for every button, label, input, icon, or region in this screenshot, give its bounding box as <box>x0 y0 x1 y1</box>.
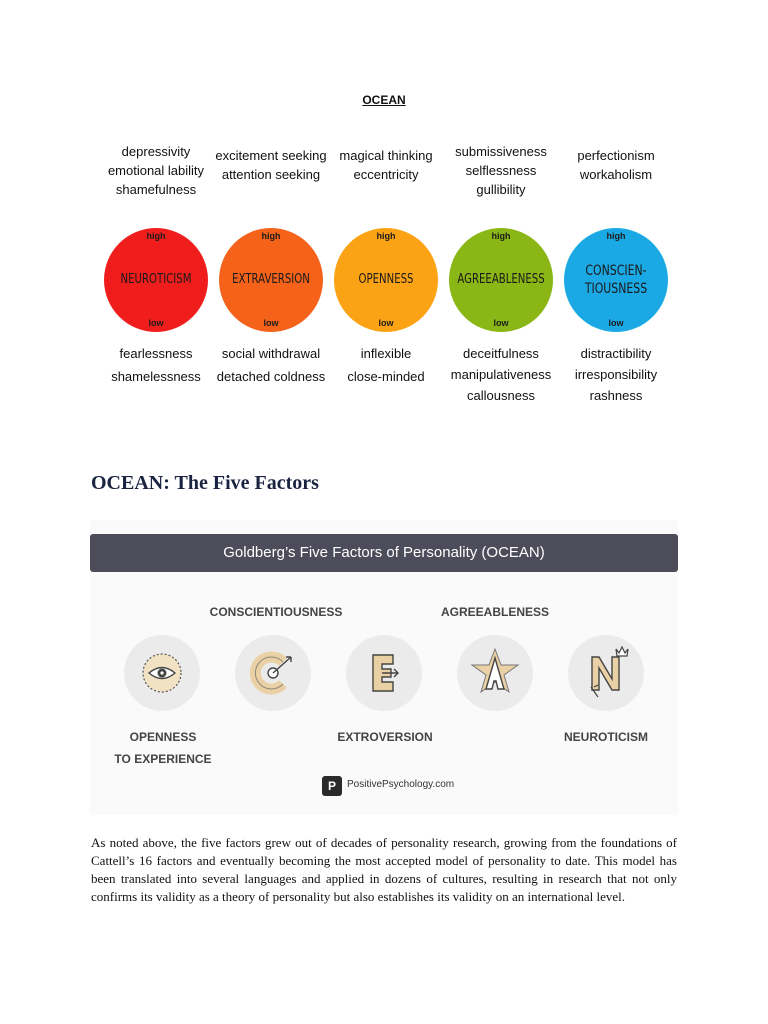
label-agreeableness: AGREEABLENESS <box>440 605 550 619</box>
trait-column <box>560 132 672 428</box>
five-factors-figure <box>90 520 678 815</box>
low-traits <box>100 346 212 392</box>
low-label: low <box>493 318 509 328</box>
label-neuroticism: NEUROTICISM <box>564 730 648 744</box>
low-trait: callousness <box>467 388 535 403</box>
low-trait: shamelessness <box>111 369 201 384</box>
letter-c-target-icon <box>235 635 311 711</box>
low-traits <box>330 346 442 392</box>
trait-column <box>215 132 327 428</box>
low-trait: fearlessness <box>119 346 193 361</box>
high-trait: emotional lability <box>107 163 205 178</box>
low-trait: irresponsibility <box>574 367 658 382</box>
high-trait: excitement seeking <box>215 148 327 163</box>
trait-circle <box>104 228 208 332</box>
brand-name: PositivePsychology.com <box>347 779 455 790</box>
high-trait: magical thinking <box>339 148 433 163</box>
high-traits <box>560 148 672 186</box>
letter-e-icon <box>346 635 422 711</box>
high-traits <box>215 148 327 186</box>
positivepsychology-logo: P <box>322 776 342 796</box>
trait-name: OPENNESS <box>358 272 414 287</box>
low-label: low <box>263 318 279 328</box>
letter-n-crown-icon <box>568 635 644 711</box>
low-trait: manipulativeness <box>450 367 552 382</box>
high-label: high <box>606 231 626 241</box>
high-trait: attention seeking <box>221 167 321 182</box>
low-trait: rashness <box>589 388 643 403</box>
trait-name: EXTRAVERSION <box>232 272 310 287</box>
low-traits <box>445 346 557 409</box>
low-trait: social withdrawal <box>221 346 321 361</box>
low-trait: inflexible <box>360 346 412 361</box>
high-trait: eccentricity <box>353 167 419 182</box>
high-trait: perfectionism <box>577 148 655 163</box>
ocean-traits-figure <box>100 132 676 428</box>
low-trait: detached coldness <box>216 369 326 384</box>
trait-column <box>330 132 442 428</box>
label-extroversion: EXTROVERSION <box>337 730 433 744</box>
body-paragraph: As noted above, the five factors grew out of decades of personality research, growing from the foundations of Cattell’s 16 factors and eventually becoming the most accepted model of personality to date. This model has been translated into several languages and applied in dozens of cultures, resulting in research that not only confirms its validity as a theory of personality but also establishes its validity on an international level. <box>91 835 677 904</box>
high-traits <box>100 144 212 201</box>
low-trait: deceitfulness <box>463 346 539 361</box>
figure-banner: Goldberg’s Five Factors of Personality (OCEAN) <box>90 534 678 572</box>
high-label: high <box>146 231 166 241</box>
high-trait: depressivity <box>121 144 191 159</box>
label-openness: OPENNESS TO EXPERIENCE <box>114 730 212 766</box>
high-label: high <box>491 231 511 241</box>
trait-name: AGREEABLENESS <box>457 272 545 287</box>
trait-circle <box>564 228 668 332</box>
trait-circle <box>219 228 323 332</box>
high-trait: shamefulness <box>115 182 197 197</box>
trait-column <box>445 132 557 428</box>
section-heading: OCEAN: The Five Factors <box>91 472 319 494</box>
high-label: high <box>261 231 281 241</box>
low-label: low <box>608 318 624 328</box>
low-traits <box>215 346 327 392</box>
high-trait: submissiveness <box>455 144 547 159</box>
trait-circle <box>334 228 438 332</box>
eye-icon <box>124 635 200 711</box>
trait-name: NEUROTICISM <box>120 272 192 287</box>
low-label: low <box>148 318 164 328</box>
high-trait: selflessness <box>465 163 537 178</box>
trait-column <box>100 132 212 428</box>
letter-a-star-icon <box>457 635 533 711</box>
high-trait: workaholism <box>579 167 653 182</box>
low-label: low <box>378 318 394 328</box>
high-label: high <box>376 231 396 241</box>
low-trait: close-minded <box>347 369 425 384</box>
label-conscientiousness: CONSCIENTIOUSNESS <box>209 605 343 619</box>
trait-circle <box>449 228 553 332</box>
low-trait: distractibility <box>580 346 652 361</box>
low-traits <box>560 346 672 409</box>
high-traits <box>445 144 557 201</box>
high-traits <box>330 148 442 186</box>
high-trait: gullibility <box>476 182 526 197</box>
document-title: OCEAN <box>362 93 406 107</box>
trait-name: CONSCIEN- TIOUSNESS <box>584 263 648 297</box>
